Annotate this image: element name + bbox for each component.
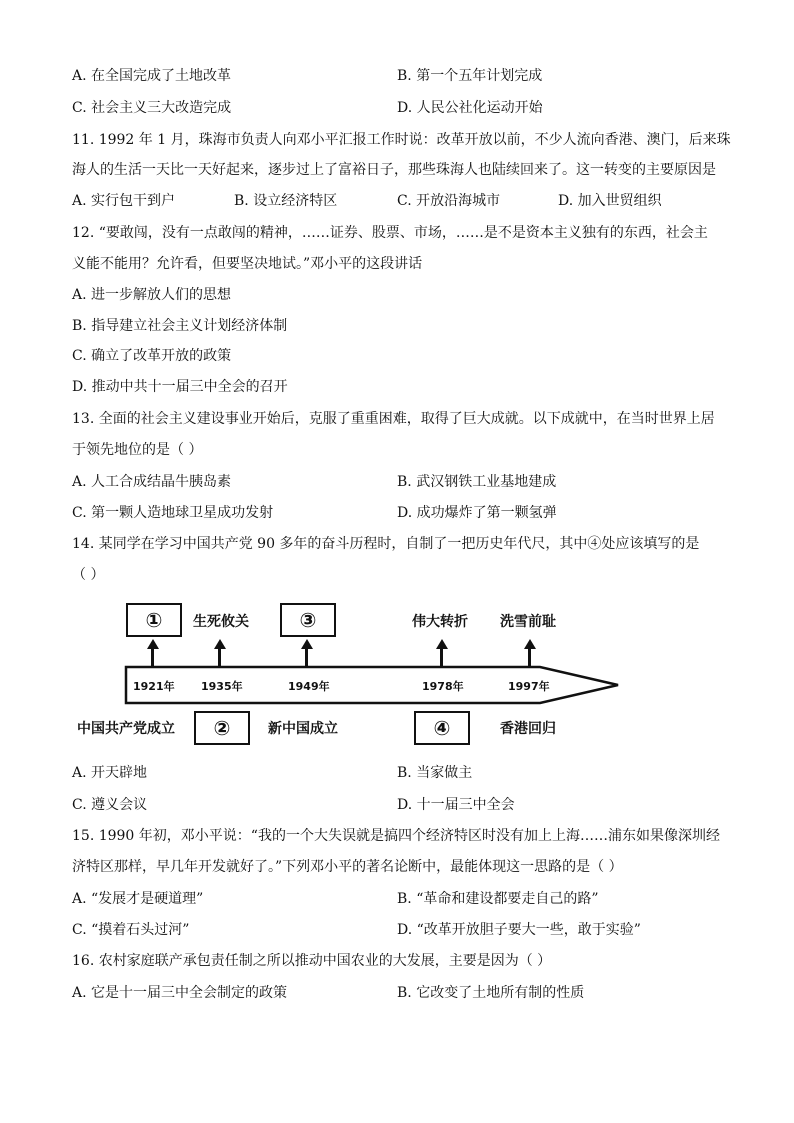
q11-option-d: D. 加入世贸组织: [558, 193, 662, 209]
timeline-box-3: ③: [280, 603, 336, 637]
q12-option-c: C. 确立了改革开放的政策: [72, 348, 232, 364]
q11-option-b: B. 设立经济特区: [234, 193, 338, 209]
q14-stem-line2: （ ）: [72, 567, 105, 583]
q11-option-a: A. 实行包干到户: [72, 193, 176, 209]
q14-stem-line1: 14. 某同学在学习中国共产党 90 多年的奋斗历程时，自制了一把历史年代尺，其中④处应该填写的是: [72, 536, 700, 552]
timeline-box-2: ②: [194, 711, 250, 745]
q12-stem-line2: 义能不能用？允许看，但要坚决地试。”邓小平的这段讲话: [72, 256, 423, 272]
arrow-up-icon: [436, 639, 448, 649]
timeline-top-label-1: 生死攸关: [193, 614, 249, 630]
q16-option-b: B. 它改变了土地所有制的性质: [397, 985, 585, 1001]
q14-option-d: D. 十一届三中全会: [397, 797, 515, 813]
q16-option-a: A. 它是十一届三中全会制定的政策: [72, 985, 288, 1001]
history-timeline-figure: [0, 595, 794, 755]
timeline-year-1978: 1978年: [422, 680, 464, 693]
q15-stem-line1: 15. 1990 年初，邓小平说：“我的一个大失误就是搞四个经济特区时没有加上上海……浦东如果像深圳经: [72, 828, 720, 844]
q12-option-a: A. 进一步解放人们的思想: [72, 287, 232, 303]
q13-stem-line1: 13. 全面的社会主义建设事业开始后，克服了重重困难，取得了巨大成就。以下成就中，在当时世界上居: [72, 411, 715, 427]
timeline-year-1997: 1997年: [508, 680, 550, 693]
q10-option-c: C. 社会主义三大改造完成: [72, 100, 232, 116]
arrow-up-icon: [524, 639, 536, 649]
q10-option-a: A. 在全国完成了土地改革: [72, 68, 232, 84]
q12-stem-line1: 12. “要敢闯，没有一点敢闯的精神，……证券、股票、市场，……是不是资本主义独有的东西，社会主: [72, 225, 708, 241]
timeline-bottom-label-3: 香港回归: [500, 721, 556, 737]
arrow-up-icon: [147, 639, 159, 649]
arrow-stem: [151, 649, 154, 667]
timeline-year-1949: 1949年: [288, 680, 330, 693]
q14-option-b: B. 当家做主: [397, 765, 473, 781]
timeline-bottom-label-1: 中国共产党成立: [77, 721, 175, 737]
arrow-stem: [440, 649, 443, 667]
q15-option-d: D. “改革开放胆子要大一些，敢于实验”: [397, 922, 641, 938]
q12-option-b: B. 指导建立社会主义计划经济体制: [72, 318, 288, 334]
timeline-top-label-2: 伟大转折: [412, 614, 468, 630]
q14-option-a: A. 开天辟地: [72, 765, 148, 781]
q10-option-d: D. 人民公社化运动开始: [397, 100, 543, 116]
timeline-box-1: ①: [126, 603, 182, 637]
q15-option-a: A. “发展才是硬道理”: [72, 891, 204, 907]
timeline-bottom-label-2: 新中国成立: [268, 721, 338, 737]
q11-option-c: C. 开放沿海城市: [397, 193, 501, 209]
q11-stem-line2: 海人的生活一天比一天好起来，逐步过上了富裕日子，那些珠海人也陆续回来了。这一转变的主要原因是: [72, 162, 716, 178]
arrow-stem: [218, 649, 221, 667]
arrow-stem: [528, 649, 531, 667]
q14-option-c: C. 遵义会议: [72, 797, 148, 813]
q15-option-c: C. “摸着石头过河”: [72, 922, 190, 938]
timeline-box-4: ④: [414, 711, 470, 745]
q13-option-d: D. 成功爆炸了第一颗氢弹: [397, 505, 557, 521]
q16-stem-line1: 16. 农村家庭联产承包责任制之所以推动中国农业的大发展，主要是因为（ ）: [72, 953, 552, 969]
q13-stem-line2: 于领先地位的是（ ）: [72, 442, 203, 458]
q10-option-b: B. 第一个五年计划完成: [397, 68, 543, 84]
q13-option-c: C. 第一颗人造地球卫星成功发射: [72, 505, 274, 521]
timeline-year-1935: 1935年: [201, 680, 243, 693]
q12-option-d: D. 推动中共十一届三中全会的召开: [72, 379, 288, 395]
timeline-year-1921: 1921年: [133, 680, 175, 693]
q15-stem-line2: 济特区那样，早几年开发就好了。”下列邓小平的著名论断中，最能体现这一思路的是（ ）: [72, 859, 623, 875]
q15-option-b: B. “革命和建设都要走自己的路”: [397, 891, 599, 907]
arrow-up-icon: [214, 639, 226, 649]
arrow-stem: [305, 649, 308, 667]
q11-stem-line1: 11. 1992 年 1 月，珠海市负责人向邓小平汇报工作时说：改革开放以前，不少人流向香港、澳门，后来珠: [72, 132, 731, 148]
arrow-up-icon: [301, 639, 313, 649]
timeline-top-label-3: 洗雪前耻: [500, 614, 556, 630]
q13-option-a: A. 人工合成结晶牛胰岛素: [72, 474, 232, 490]
q13-option-b: B. 武汉钢铁工业基地建成: [397, 474, 557, 490]
